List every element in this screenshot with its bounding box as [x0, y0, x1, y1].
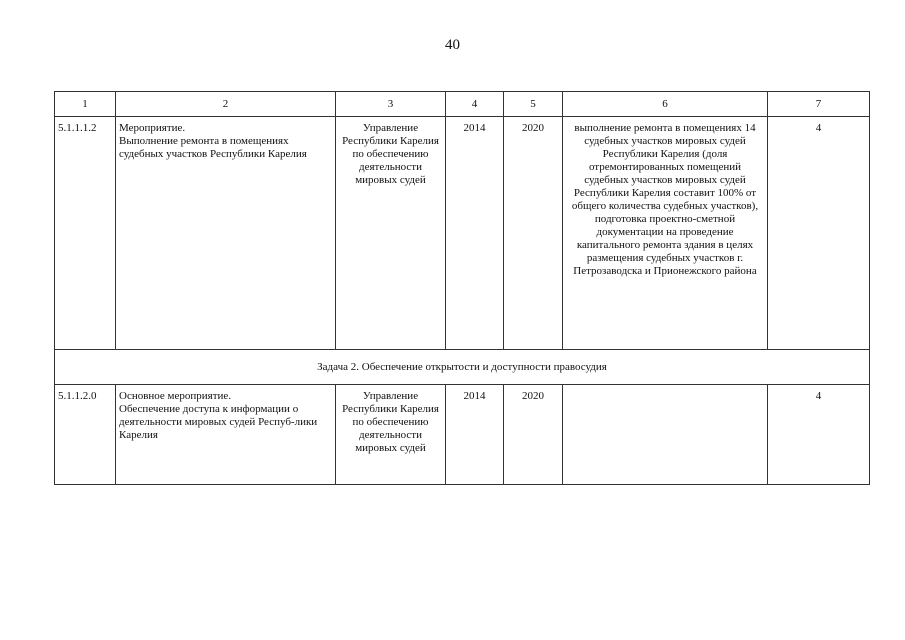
task-title: Задача 2. Обеспечение открытости и доступности правосудия — [55, 350, 870, 385]
header-row — [55, 92, 870, 117]
row-name-type: Основное мероприятие. — [119, 390, 232, 402]
row-start-year: 2014 — [446, 385, 504, 485]
row-name — [116, 385, 336, 485]
row-name — [116, 117, 336, 350]
page-number: 40 — [445, 37, 460, 53]
row-result — [563, 385, 768, 485]
header-cell: 1 — [55, 92, 116, 117]
header-cell: 6 — [563, 92, 768, 117]
task-row — [55, 350, 870, 385]
row-executor: Управление Республики Карелия по обеспечению деятельности мировых судей — [336, 117, 446, 350]
table-row — [55, 117, 870, 350]
row-name-text: Выполнение ремонта в помещениях судебных участков Республики Карелия — [119, 135, 307, 160]
header-cell: 4 — [446, 92, 504, 117]
row-name-text: Обеспечение доступа к информации о деятельности мировых судей Респуб-лики Карелия — [119, 403, 318, 441]
row-start-year: 2014 — [446, 117, 504, 350]
row-name-type: Мероприятие. — [119, 122, 186, 134]
row-executor: Управление Республики Карелия по обеспечению деятельности мировых судей — [336, 385, 446, 485]
row-result: выполнение ремонта в помещениях 14 судебных участков мировых судей Республики Карелия (доля отремонтированных помещений судебных участков мировых судей Республики Карелия составит 100% от общего количества судебных участков), подготовка проектно-сметной документации на проведение капитального ремонта здания в целях размещения судебных участков г. Петрозаводска и Прионежского района — [563, 117, 768, 350]
row-code: 5.1.1.2.0 — [55, 385, 116, 485]
measures-table — [54, 91, 870, 485]
row-end-year: 2020 — [504, 117, 563, 350]
header-cell: 7 — [768, 92, 870, 117]
row-col7: 4 — [768, 385, 870, 485]
row-col7: 4 — [768, 117, 870, 350]
header-cell: 2 — [116, 92, 336, 117]
row-end-year: 2020 — [504, 385, 563, 485]
header-cell: 5 — [504, 92, 563, 117]
header-cell: 3 — [336, 92, 446, 117]
row-code: 5.1.1.1.2 — [55, 117, 116, 350]
table-row — [55, 385, 870, 485]
